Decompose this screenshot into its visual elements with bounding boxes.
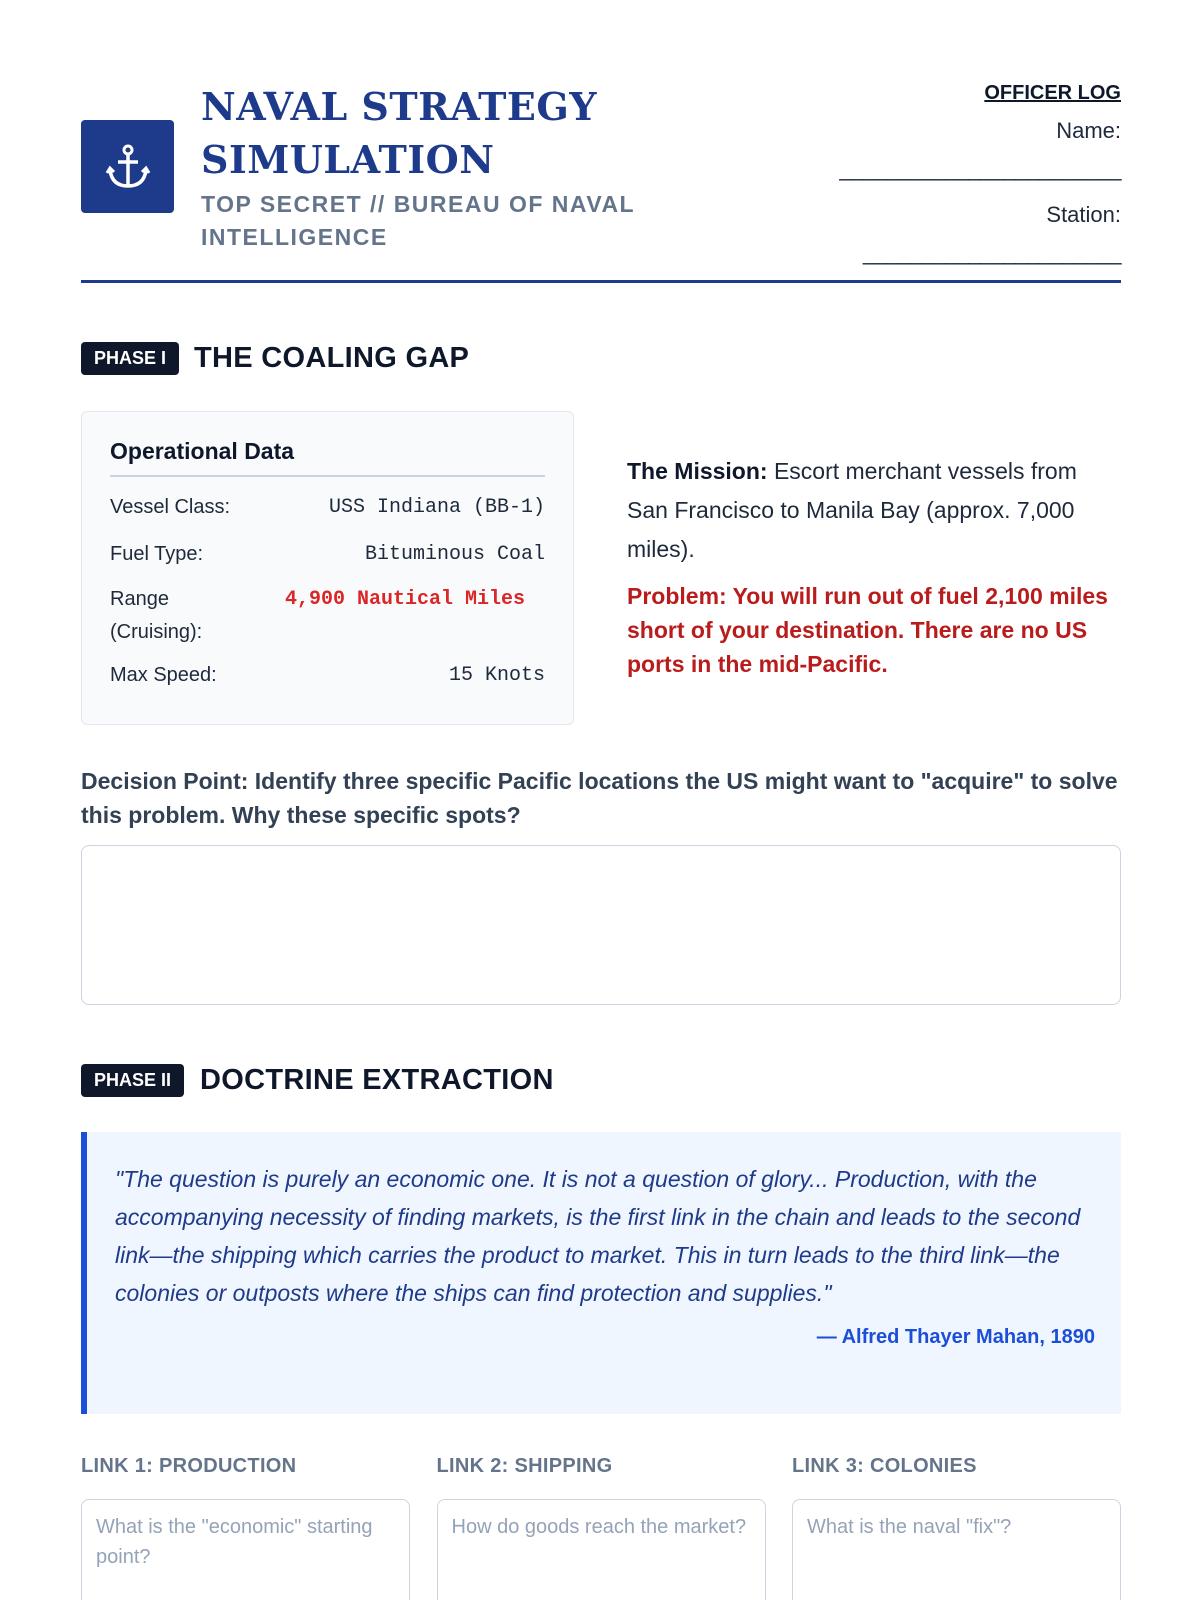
mission-body: Escort merchant vessels from San Francisco to Manila Bay (approx. 7,000 miles).	[627, 458, 1077, 562]
link-3-label: LINK 3: COLONIES	[792, 1455, 977, 1477]
decision-answer-input[interactable]	[81, 845, 1121, 1005]
link-2-column	[437, 1451, 766, 1600]
name-label: Name:	[1056, 118, 1121, 143]
anchor-icon	[103, 142, 153, 192]
link-3-column	[792, 1451, 1121, 1600]
quote-text: "The question is purely an economic one. It is not a question of glory... Production, with the accompanying necessity of finding markets, is the first link in the chain and leads to the second link—the shipping which carries the product to market. This in turn leads to the third link—the colonies or outposts where the ships can find protection and supplies."	[115, 1166, 1081, 1306]
phase-1-title: THE COALING GAP	[194, 342, 470, 374]
page-subtitle: TOP SECRET // BUREAU OF NAVAL INTELLIGENCE	[201, 191, 635, 250]
range-value: 4,900 Nautical Miles	[285, 588, 526, 611]
phase-1-badge: PHASE I	[81, 342, 179, 375]
data-row	[110, 583, 545, 649]
mission-text	[627, 452, 1121, 569]
mahan-quote	[81, 1132, 1121, 1414]
station-field[interactable]: ______________________	[862, 240, 1121, 265]
data-value: Bituminous Coal	[364, 543, 545, 566]
link-1-column	[81, 1451, 410, 1600]
data-value: USS Indiana (BB-1)	[328, 496, 545, 519]
logo-badge	[81, 120, 174, 213]
name-field[interactable]: ________________________	[839, 156, 1121, 181]
link-1-input[interactable]	[81, 1499, 410, 1600]
data-label: Range (Cruising):	[110, 588, 203, 643]
page-header	[81, 80, 1121, 283]
officer-log-title: OFFICER LOG	[984, 82, 1121, 104]
problem-text: Problem: You will run out of fuel 2,100 miles short of your destination. There are no US ports in the mid-Pacific.	[627, 583, 1108, 677]
links-grid	[81, 1451, 1121, 1600]
quote-author: — Alfred Thayer Mahan, 1890	[816, 1326, 1095, 1348]
phase-1-heading	[81, 342, 469, 375]
page-title: NAVAL STRATEGY SIMULATION	[201, 84, 597, 182]
phase-2-badge: PHASE II	[81, 1064, 184, 1097]
data-row	[110, 538, 545, 571]
data-row	[110, 491, 545, 524]
phase-2-heading	[81, 1064, 554, 1097]
data-label: Fuel Type:	[110, 543, 204, 565]
link-3-input[interactable]	[792, 1499, 1121, 1600]
station-label: Station:	[1046, 202, 1121, 227]
link-1-label: LINK 1: PRODUCTION	[81, 1455, 297, 1477]
title-block	[201, 80, 671, 254]
mission-label: The Mission:	[627, 458, 768, 484]
operational-data-title: Operational Data	[110, 438, 545, 477]
phase-2-title: DOCTRINE EXTRACTION	[200, 1064, 554, 1096]
data-row	[110, 659, 545, 692]
link-2-input[interactable]	[437, 1499, 766, 1600]
data-label: Max Speed:	[110, 664, 217, 686]
link-2-label: LINK 2: SHIPPING	[436, 1455, 613, 1477]
operational-data-card	[81, 411, 574, 725]
officer-log	[801, 80, 1121, 266]
data-label: Vessel Class:	[110, 496, 231, 518]
data-value: 15 Knots	[448, 664, 545, 687]
decision-prompt: Decision Point: Identify three specific Pacific locations the US might want to "acquire" to solve this problem. Why these specific spots?	[81, 768, 1118, 828]
